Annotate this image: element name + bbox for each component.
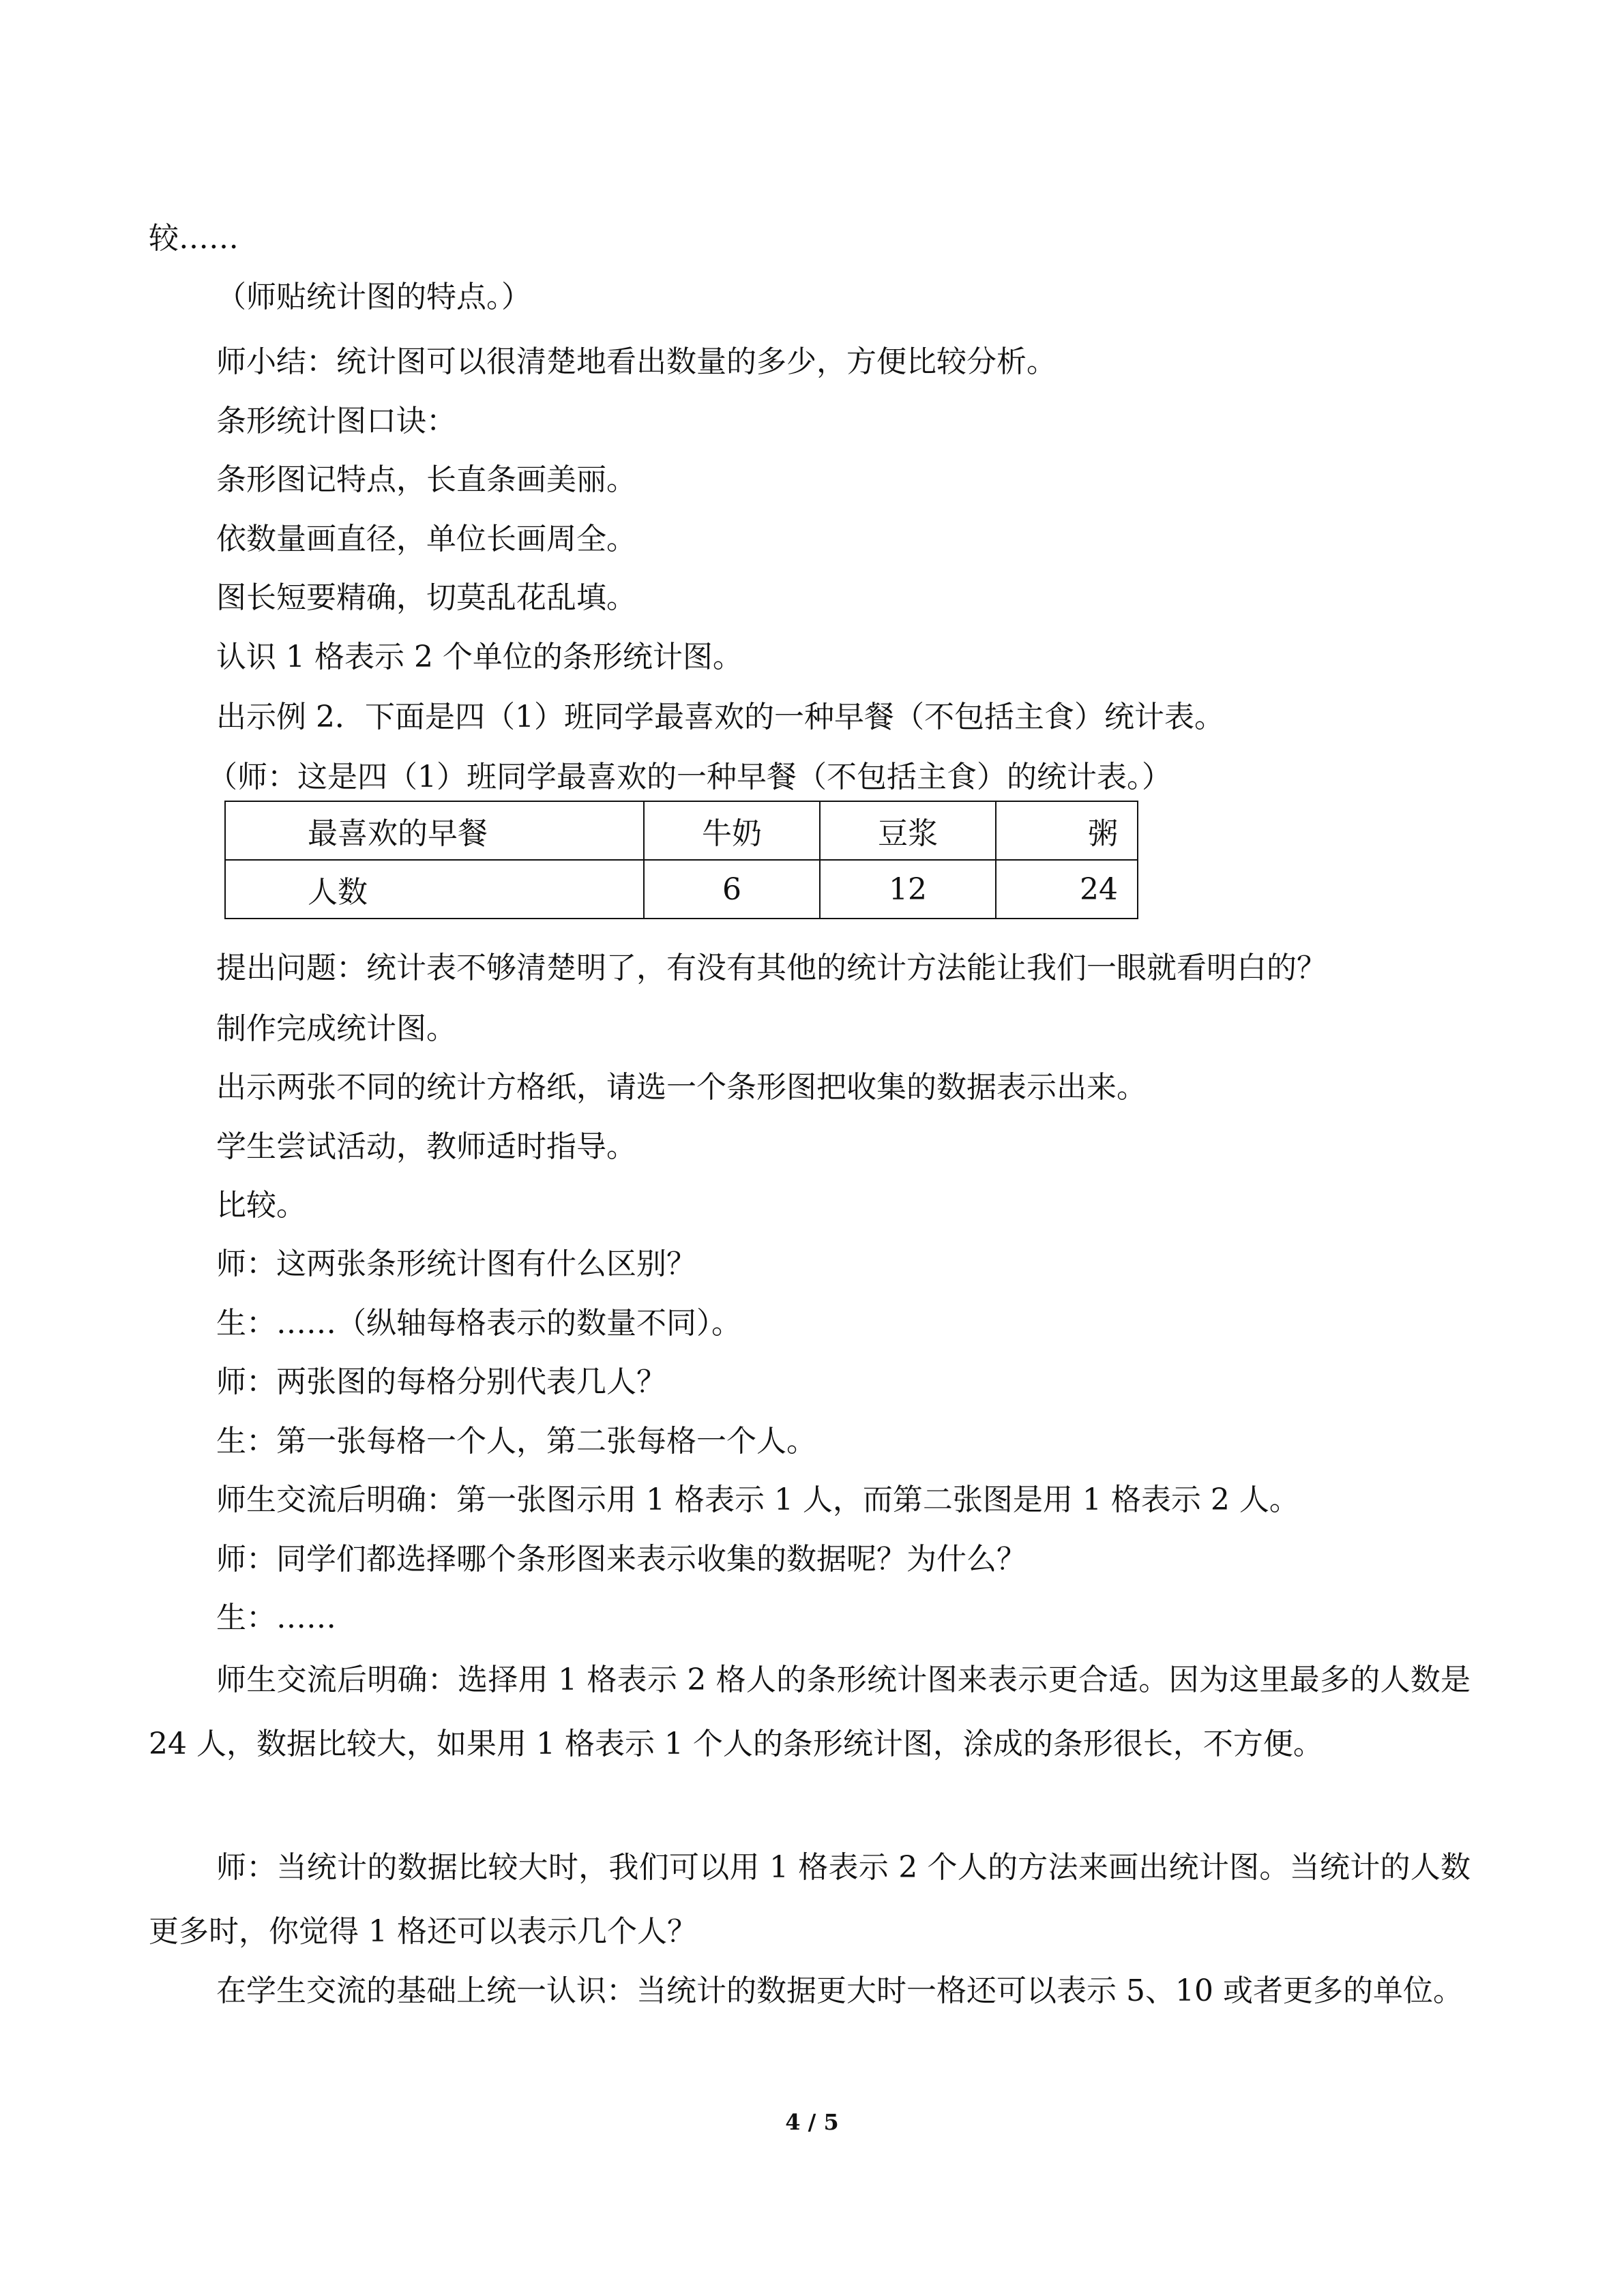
table-cell: 24 <box>996 860 1138 919</box>
table-row <box>225 860 1138 919</box>
text-line: （师贴统计图的特点。） <box>216 280 531 314</box>
table-cell: 12 <box>820 860 996 919</box>
text-line: 依数量画直径，单位长画周全。 <box>216 522 636 556</box>
text-line: 师小结：统计图可以很清楚地看出数量的多少，方便比较分析。 <box>216 344 1057 379</box>
text-line: 生：…… <box>216 1600 336 1635</box>
text-line: 师生交流后明确：第一张图示用 1 格表示 1 人，而第二张图是用 1 格表示 2 人。 <box>216 1482 1299 1517</box>
table-cell: 豆浆 <box>820 801 996 860</box>
text-line: 制作完成统计图。 <box>216 1011 456 1046</box>
text-line: 提出问题：统计表不够清楚明了，有没有其他的统计方法能让我们一眼就看明白的？ <box>216 951 1327 985</box>
text-line: 条形统计图口诀： <box>216 404 456 438</box>
text-line: 较…… <box>149 221 239 256</box>
paragraph: 在学生交流的基础上统一认识：当统计的数据更大时一格还可以表示 5、10 或者更多的单位。 <box>216 1973 1463 2008</box>
table-cell: 6 <box>644 860 820 919</box>
table-cell: 粥 <box>996 801 1138 860</box>
text-line: 生：第一张每格一个人，第二张每格一个人。 <box>216 1424 816 1459</box>
text-line: 条形图记特点，长直条画美丽。 <box>216 462 636 497</box>
table-cell: 人数 <box>225 860 644 919</box>
table-header-row <box>225 801 1138 860</box>
text-line: 图长短要精确，切莫乱花乱填。 <box>216 580 636 615</box>
text-line: （师：这是四（1）班同学最喜欢的一种早餐（不包括主食）的统计表。） <box>207 760 1172 794</box>
text-line: 师：两张图的每格分别代表几人？ <box>216 1365 666 1399</box>
text-line: 比较。 <box>216 1188 306 1223</box>
text-line: 师：这两张条形统计图有什么区别？ <box>216 1247 696 1281</box>
page-number: 4 / 5 <box>785 2109 839 2135</box>
paragraph: 师生交流后明确：选择用 1 格表示 2 格人的条形统计图来表示更合适。因为这里最多的人数是 24 人，数据比较大，如果用 1 格表示 1 个人的条形统计图，涂成的条形很长，不方便。 <box>149 1663 1471 1761</box>
text-line: 出示例 2．下面是四（1）班同学最喜欢的一种早餐（不包括主食）统计表。 <box>216 700 1224 734</box>
table-cell: 最喜欢的早餐 <box>225 801 644 860</box>
breakfast-stats-table <box>224 801 1138 919</box>
paragraph: 师：当统计的数据比较大时，我们可以用 1 格表示 2 个人的方法来画出统计图。当统计的人数更多时，你觉得 1 格还可以表示几个人？ <box>149 1850 1471 1949</box>
table-cell: 牛奶 <box>644 801 820 860</box>
text-line: 生：……（纵轴每格表示的数量不同）。 <box>216 1306 741 1341</box>
text-line: 认识 1 格表示 2 个单位的条形统计图。 <box>216 640 743 674</box>
text-line: 学生尝试活动，教师适时指导。 <box>216 1129 636 1164</box>
text-line: 出示两张不同的统计方格纸，请选一个条形图把收集的数据表示出来。 <box>216 1070 1147 1105</box>
text-line: 师：同学们都选择哪个条形图来表示收集的数据呢？为什么？ <box>216 1542 1027 1577</box>
